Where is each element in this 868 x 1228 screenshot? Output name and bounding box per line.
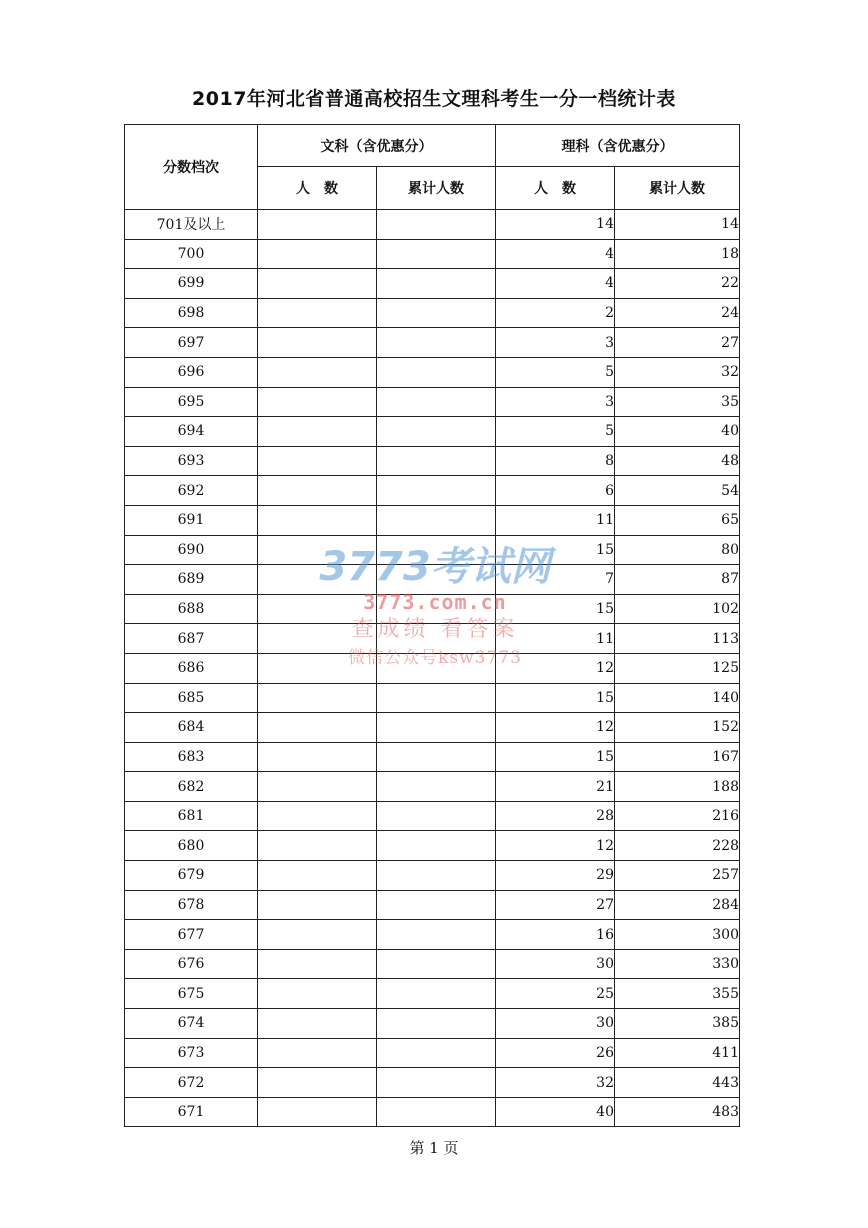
table-row — [125, 713, 740, 743]
score-cell: 676 — [125, 949, 258, 979]
arts-count-cell — [258, 357, 377, 387]
table-row — [125, 742, 740, 772]
arts-cumulative-cell — [377, 565, 496, 595]
science-count-cell: 11 — [496, 505, 615, 535]
score-cell: 682 — [125, 772, 258, 802]
arts-cumulative-cell — [377, 1097, 496, 1127]
arts-cumulative-cell — [377, 653, 496, 683]
arts-count-cell — [258, 328, 377, 358]
science-count-cell: 27 — [496, 890, 615, 920]
science-count-cell: 30 — [496, 949, 615, 979]
science-count-header: 人 数 — [496, 167, 615, 210]
arts-count-cell — [258, 979, 377, 1009]
table-row — [125, 949, 740, 979]
arts-cumulative-cell — [377, 357, 496, 387]
score-cell: 672 — [125, 1068, 258, 1098]
score-cell: 674 — [125, 1009, 258, 1039]
arts-cumulative-cell — [377, 446, 496, 476]
arts-cumulative-cell — [377, 594, 496, 624]
arts-count-cell — [258, 801, 377, 831]
arts-cumulative-header: 累计人数 — [377, 167, 496, 210]
arts-count-cell — [258, 476, 377, 506]
table-row — [125, 387, 740, 417]
science-cumulative-cell: 27 — [615, 328, 740, 358]
score-cell: 694 — [125, 417, 258, 447]
science-cumulative-cell: 284 — [615, 890, 740, 920]
arts-count-cell — [258, 683, 377, 713]
science-cumulative-cell: 22 — [615, 269, 740, 299]
arts-cumulative-cell — [377, 476, 496, 506]
science-count-cell: 8 — [496, 446, 615, 476]
science-cumulative-cell: 228 — [615, 831, 740, 861]
science-cumulative-cell: 443 — [615, 1068, 740, 1098]
table-row — [125, 801, 740, 831]
table-row — [125, 298, 740, 328]
score-cell: 698 — [125, 298, 258, 328]
score-cell: 690 — [125, 535, 258, 565]
science-count-cell: 2 — [496, 298, 615, 328]
science-count-cell: 15 — [496, 683, 615, 713]
table-row — [125, 328, 740, 358]
science-count-cell: 40 — [496, 1097, 615, 1127]
arts-cumulative-cell — [377, 831, 496, 861]
table-row — [125, 1068, 740, 1098]
table-row — [125, 624, 740, 654]
arts-count-cell — [258, 949, 377, 979]
arts-count-cell — [258, 861, 377, 891]
arts-count-cell — [258, 505, 377, 535]
score-table — [124, 124, 740, 1127]
arts-count-cell — [258, 446, 377, 476]
score-cell: 687 — [125, 624, 258, 654]
science-count-cell: 15 — [496, 742, 615, 772]
page-footer: 第 1 页 — [409, 1139, 459, 1157]
science-count-cell: 12 — [496, 713, 615, 743]
table-row — [125, 772, 740, 802]
score-cell: 688 — [125, 594, 258, 624]
table-row — [125, 861, 740, 891]
table-row — [125, 653, 740, 683]
arts-count-cell — [258, 1068, 377, 1098]
science-cumulative-cell: 330 — [615, 949, 740, 979]
score-cell: 680 — [125, 831, 258, 861]
science-cumulative-cell: 48 — [615, 446, 740, 476]
science-count-cell: 25 — [496, 979, 615, 1009]
arts-count-cell — [258, 269, 377, 299]
score-cell: 696 — [125, 357, 258, 387]
arts-cumulative-cell — [377, 269, 496, 299]
arts-count-cell — [258, 742, 377, 772]
science-group-header: 理科（含优惠分） — [496, 125, 740, 167]
arts-group-header: 文科（含优惠分） — [258, 125, 496, 167]
science-cumulative-cell: 87 — [615, 565, 740, 595]
science-cumulative-cell: 216 — [615, 801, 740, 831]
score-cell: 683 — [125, 742, 258, 772]
watermark-logo: 3773考试网 — [319, 544, 551, 590]
score-column-header: 分数档次 — [125, 125, 258, 210]
science-cumulative-cell: 257 — [615, 861, 740, 891]
science-cumulative-cell: 102 — [615, 594, 740, 624]
arts-count-cell — [258, 535, 377, 565]
arts-cumulative-cell — [377, 949, 496, 979]
score-cell: 677 — [125, 920, 258, 950]
science-count-cell: 4 — [496, 269, 615, 299]
science-cumulative-cell: 80 — [615, 535, 740, 565]
table-row — [125, 594, 740, 624]
table-row — [125, 476, 740, 506]
science-cumulative-cell: 32 — [615, 357, 740, 387]
score-cell: 673 — [125, 1038, 258, 1068]
arts-cumulative-cell — [377, 683, 496, 713]
science-count-cell: 21 — [496, 772, 615, 802]
table-row — [125, 979, 740, 1009]
arts-count-cell — [258, 653, 377, 683]
table-row — [125, 920, 740, 950]
arts-cumulative-cell — [377, 772, 496, 802]
arts-count-cell — [258, 594, 377, 624]
science-cumulative-header: 累计人数 — [615, 167, 740, 210]
score-cell: 689 — [125, 565, 258, 595]
table-row — [125, 357, 740, 387]
arts-cumulative-cell — [377, 1068, 496, 1098]
arts-cumulative-cell — [377, 920, 496, 950]
science-cumulative-cell: 140 — [615, 683, 740, 713]
table-row — [125, 239, 740, 269]
science-cumulative-cell: 54 — [615, 476, 740, 506]
arts-count-cell — [258, 831, 377, 861]
science-cumulative-cell: 65 — [615, 505, 740, 535]
arts-cumulative-cell — [377, 861, 496, 891]
science-count-cell: 4 — [496, 239, 615, 269]
science-count-cell: 6 — [496, 476, 615, 506]
table-row — [125, 210, 740, 240]
score-cell: 693 — [125, 446, 258, 476]
arts-count-cell — [258, 1038, 377, 1068]
arts-cumulative-cell — [377, 979, 496, 1009]
science-count-cell: 26 — [496, 1038, 615, 1068]
science-count-cell: 11 — [496, 624, 615, 654]
science-count-cell: 16 — [496, 920, 615, 950]
science-count-cell: 28 — [496, 801, 615, 831]
science-count-cell: 5 — [496, 417, 615, 447]
watermark-site: 3773.com.cn — [363, 590, 507, 614]
arts-cumulative-cell — [377, 742, 496, 772]
score-cell: 679 — [125, 861, 258, 891]
score-cell: 681 — [125, 801, 258, 831]
header-row-1 — [125, 125, 740, 167]
watermark-wechat: 微信公众号ksw3773 — [348, 648, 522, 668]
table-row — [125, 446, 740, 476]
table-row — [125, 535, 740, 565]
arts-count-header: 人 数 — [258, 167, 377, 210]
score-cell: 697 — [125, 328, 258, 358]
arts-count-cell — [258, 239, 377, 269]
arts-count-cell — [258, 210, 377, 240]
arts-cumulative-cell — [377, 210, 496, 240]
science-count-cell: 15 — [496, 594, 615, 624]
table-row — [125, 417, 740, 447]
table-row — [125, 565, 740, 595]
science-count-cell: 12 — [496, 831, 615, 861]
arts-count-cell — [258, 387, 377, 417]
arts-cumulative-cell — [377, 1038, 496, 1068]
arts-cumulative-cell — [377, 387, 496, 417]
science-count-cell: 12 — [496, 653, 615, 683]
score-cell: 671 — [125, 1097, 258, 1127]
science-count-cell: 15 — [496, 535, 615, 565]
science-count-cell: 14 — [496, 210, 615, 240]
arts-count-cell — [258, 772, 377, 802]
score-cell: 695 — [125, 387, 258, 417]
arts-count-cell — [258, 1009, 377, 1039]
table-row — [125, 1038, 740, 1068]
arts-cumulative-cell — [377, 328, 496, 358]
science-count-cell: 30 — [496, 1009, 615, 1039]
score-cell: 685 — [125, 683, 258, 713]
science-cumulative-cell: 152 — [615, 713, 740, 743]
science-cumulative-cell: 483 — [615, 1097, 740, 1127]
science-cumulative-cell: 188 — [615, 772, 740, 802]
arts-cumulative-cell — [377, 298, 496, 328]
science-cumulative-cell: 35 — [615, 387, 740, 417]
science-count-cell: 3 — [496, 387, 615, 417]
science-cumulative-cell: 14 — [615, 210, 740, 240]
arts-cumulative-cell — [377, 890, 496, 920]
arts-count-cell — [258, 565, 377, 595]
page-title: 2017年河北省普通高校招生文理科考生一分一档统计表 — [192, 88, 676, 110]
table-row — [125, 505, 740, 535]
science-cumulative-cell: 355 — [615, 979, 740, 1009]
arts-count-cell — [258, 624, 377, 654]
arts-cumulative-cell — [377, 505, 496, 535]
table-row — [125, 1009, 740, 1039]
science-cumulative-cell: 113 — [615, 624, 740, 654]
score-cell: 691 — [125, 505, 258, 535]
arts-count-cell — [258, 298, 377, 328]
score-cell: 699 — [125, 269, 258, 299]
score-cell: 692 — [125, 476, 258, 506]
science-count-cell: 7 — [496, 565, 615, 595]
arts-cumulative-cell — [377, 417, 496, 447]
table-row — [125, 890, 740, 920]
score-cell: 675 — [125, 979, 258, 1009]
table-row — [125, 683, 740, 713]
watermark-slogan: 查成绩 看答案 — [351, 617, 519, 642]
science-count-cell: 5 — [496, 357, 615, 387]
science-cumulative-cell: 411 — [615, 1038, 740, 1068]
science-cumulative-cell: 125 — [615, 653, 740, 683]
science-cumulative-cell: 18 — [615, 239, 740, 269]
science-cumulative-cell: 385 — [615, 1009, 740, 1039]
arts-cumulative-cell — [377, 239, 496, 269]
science-cumulative-cell: 24 — [615, 298, 740, 328]
arts-cumulative-cell — [377, 1009, 496, 1039]
arts-cumulative-cell — [377, 801, 496, 831]
arts-count-cell — [258, 920, 377, 950]
arts-count-cell — [258, 417, 377, 447]
table-row — [125, 831, 740, 861]
science-cumulative-cell: 40 — [615, 417, 740, 447]
arts-cumulative-cell — [377, 624, 496, 654]
table-body — [125, 210, 740, 1127]
arts-count-cell — [258, 1097, 377, 1127]
arts-count-cell — [258, 713, 377, 743]
science-count-cell: 3 — [496, 328, 615, 358]
score-cell: 701及以上 — [125, 210, 258, 240]
score-cell: 684 — [125, 713, 258, 743]
arts-cumulative-cell — [377, 535, 496, 565]
arts-cumulative-cell — [377, 713, 496, 743]
score-cell: 686 — [125, 653, 258, 683]
arts-count-cell — [258, 890, 377, 920]
table-row — [125, 1097, 740, 1127]
science-count-cell: 29 — [496, 861, 615, 891]
table-row — [125, 269, 740, 299]
science-count-cell: 32 — [496, 1068, 615, 1098]
score-cell: 700 — [125, 239, 258, 269]
score-cell: 678 — [125, 890, 258, 920]
science-cumulative-cell: 167 — [615, 742, 740, 772]
science-cumulative-cell: 300 — [615, 920, 740, 950]
